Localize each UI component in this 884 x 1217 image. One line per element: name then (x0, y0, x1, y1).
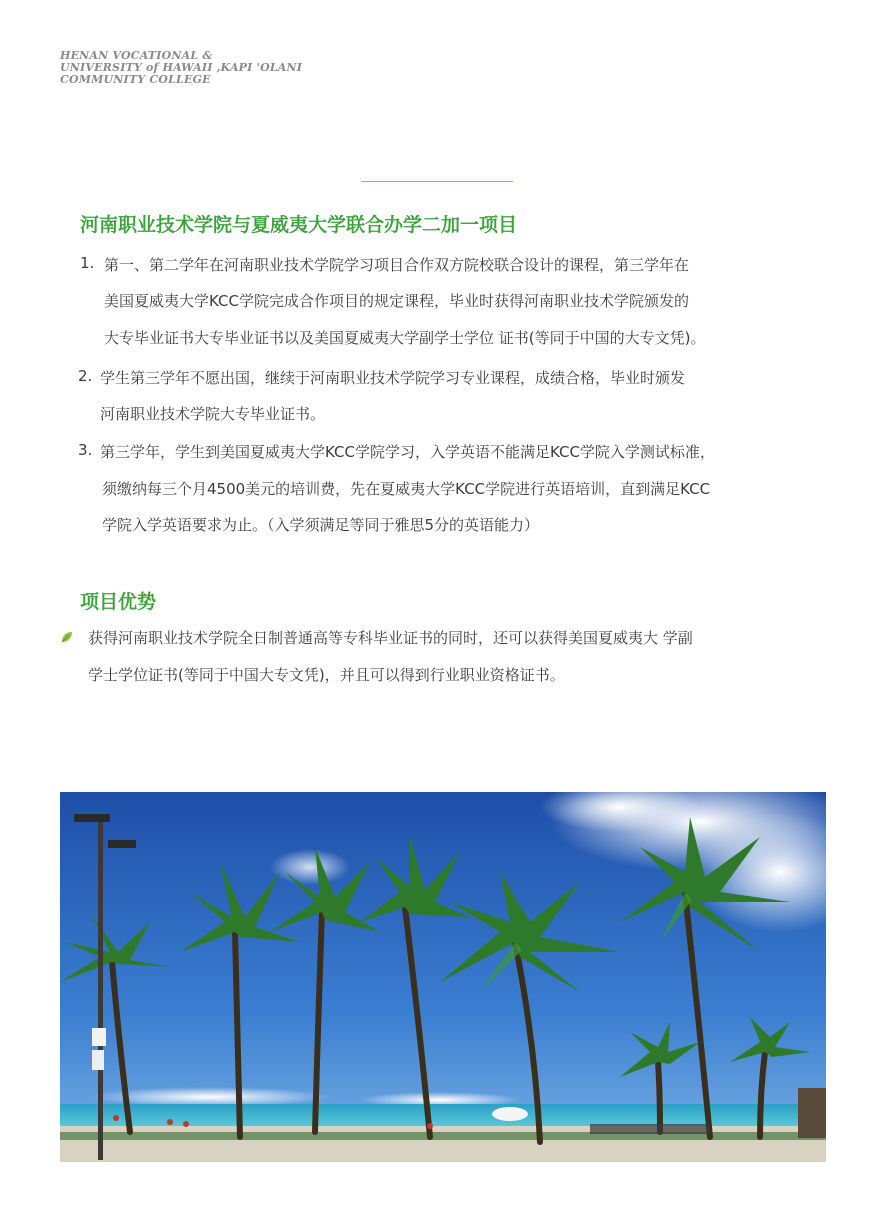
list-number: 1. (80, 254, 95, 272)
beach-palm-trees-photo (60, 792, 826, 1162)
college-header (60, 50, 302, 86)
advantages-title: 项目优势 (80, 591, 157, 613)
header-line-3: COMMUNITY COLLEGE (60, 73, 211, 86)
list-line: 第一、第二学年在河南职业技术学院学习项目合作双方院校联合设计的课程，第三学年在 (104, 256, 690, 274)
header-line-2: UNIVERSITY of HAWAII ,KAPI 'OLANI (60, 61, 303, 74)
program-title: 河南职业技术学院与夏威夷大学联合办学二加一项目 (80, 214, 518, 236)
list-line: 须缴纳每三个月4500美元的培训费，先在夏威夷大学KCC学院进行英语培训，直到满足KCC (102, 480, 711, 498)
leaf-bullet-icon (60, 630, 74, 644)
advantage-line: 获得河南职业技术学院全日制普通高等专科毕业证书的同时，还可以获得美国夏威夷大 学副 (88, 629, 693, 647)
list-line: 美国夏威夷大学KCC学院完成合作项目的规定课程，毕业时获得河南职业技术学院颁发的 (104, 292, 689, 310)
list-line: 河南职业技术学院大专毕业证书。 (100, 405, 326, 423)
list-number: 2. (78, 367, 93, 385)
list-line: 学生第三学年不愿出国，继续于河南职业技术学院学习专业课程，成绩合格，毕业时颁发 (100, 369, 686, 387)
advantage-line: 学士学位证书(等同于中国大专文凭)，并且可以得到行业职业资格证书。 (88, 666, 565, 684)
divider-rule (361, 181, 513, 182)
list-number: 3. (78, 441, 93, 459)
header-line-1: HENAN VOCATIONAL & (60, 49, 213, 62)
list-line: 大专毕业证书大专毕业证书以及美国夏威夷大学副学士学位 证书(等同于中国的大专文凭)。 (104, 329, 706, 347)
list-line: 学院入学英语要求为止。（入学须满足等同于雅思5分的英语能力） (102, 516, 540, 534)
list-line: 第三学年，学生到美国夏威夷大学KCC学院学习，入学英语不能满足KCC学院入学测试标准， (100, 443, 715, 461)
